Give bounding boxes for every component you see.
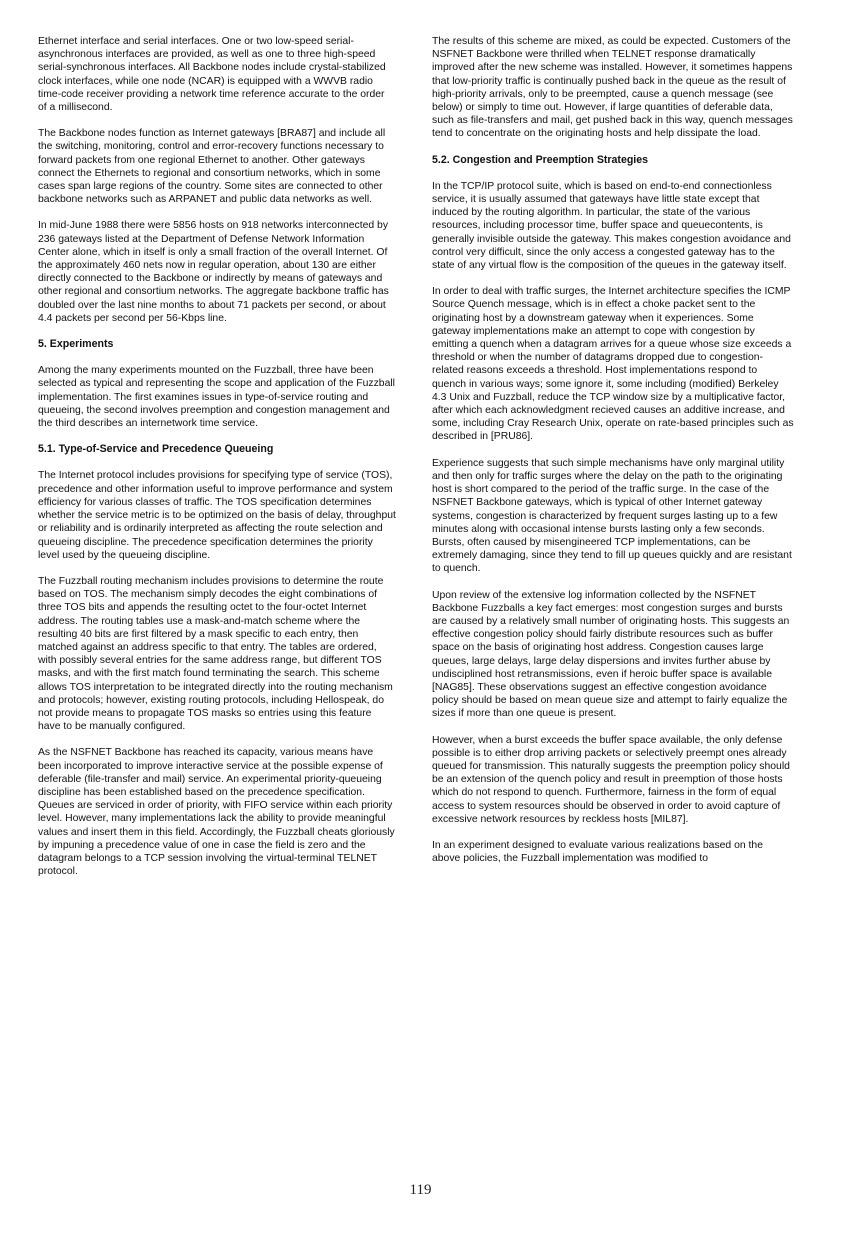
paragraph-experiments-intro: Among the many experiments mounted on the Fuzzball, three have been selected as typical and representing the scope and application of the Fuzzball implementation. The first examines issues in type-of-service routing and queueing, the second involves preemption and congestion management and the third describes an internetwork time service.	[38, 365, 395, 430]
subsection-heading-tos-queueing: 5.1. Type-of-Service and Precedence Queueing	[38, 443, 274, 456]
page-number: 119	[409, 1182, 432, 1198]
paragraph-backbone-interfaces: Ethernet interface and serial interfaces. One or two low-speed serial-asynchronous interfaces are provided, as well as one to three high-speed serial-synchronous interfaces. All Backbone nodes include crystal-stabilized clock interfaces, while one node (NCAR) is equipped with a WWVB radio time-code receiver providing a network time reference accurate to the order of a millisecond.	[38, 36, 386, 114]
paragraph-tos-routing: The Fuzzball routing mechanism includes provisions to determine the route based on TOS. The mechanism simply decodes the eight combinations of three TOS bits and appends the resulting octet to the four-octet Internet address. The routing tables use a mask-and-match scheme where the resulting 40 bits are first filtered by a mask specific to each entry, then matched against an address specific to that entry. The tables are ordered, with possibly several entries for the same address range, but different TOS masks, and with the first match found terminating the search. This scheme allows TOS interpretation to be integrated directly into the routing mechanism and protocols; however, existing routing protocols, including Hellospeak, do not provide means to propagate TOS masks so entries using this feature have to be manually configured.	[38, 575, 393, 733]
paragraph-host-statistics: In mid-June 1988 there were 5856 hosts on 918 networks interconnected by 236 gateways listed at the Department of Defense Network Information Center alone, which in itself is only a small fraction of the overall Internet. Of the approximately 460 nets now in regular operation, about 130 are either directly connected to the Backbone or indirectly by means of gateways and other regional and consortium networks. The aggregate backbone traffic has doubled over the last nine months to about 71 packets per second, or about 4.4 packets per second per 56-Kbps line.	[38, 220, 389, 324]
paragraph-preemption-policy: However, when a burst exceeds the buffer space available, the only defense possible is to either drop arriving packets or selectively preempt ones already queued for transmission. This naturally suggests the preemption policy should be an extension of the quench policy and result in preemption of those hosts which do not respond to quench. Furthermore, fairness in the form of equal access to system resources should be observed in order to avoid capture of excessive network resources by reckless hosts [MIL87].	[432, 734, 790, 825]
paragraph-priority-queueing: As the NSFNET Backbone has reached its capacity, various means have been incorporated to improve interactive service at the possible expense of deferable (file-transfer and mail) service. An experimental priority-queueing discipline has been established based on the precedence specification. Queues are serviced in order of priority, with FIFO service within each priority level. However, many implementations lack the ability to provide meaningful values and insert them in this field. Accordingly, the Fuzzball cheats gloriously by impuning a precedence value of one in case the field is zero and the datagram belongs to a TCP session involving the virtual-terminal TELNET protocol.	[38, 747, 395, 878]
paragraph-log-review: Upon review of the extensive log information collected by the NSFNET Backbone Fuzzballs a key fact emerges: most congestion surges and bursts are caused by a relatively small number of originating hosts. This suggests an effective congestion policy should fairly distribute resources such as buffer space on the basis of originating host address. Congestion causes large queues, large delays, large delay dispersions and invites further abuse by undisciplined host retransmissions, even if heroic buffer space is available [NAG85]. These observations suggest an effective congestion avoidance policy should be based on mean queue size and attempt to fairly equalize the sizes if more than one queue is present.	[432, 589, 790, 720]
paragraph-backbone-gateways: The Backbone nodes function as Internet gateways [BRA87] and include all the switching, monitoring, control and error-recovery functions necessary to forward packets from one regional Ethernet to another. Other gateways connect the Ethernets to regional and consortium networks, which in some cases span large regions of the country. Some sites are connected to other backbone networks such as ARPANET and public data networks as well.	[38, 128, 386, 206]
paragraph-tos-provisions: The Internet protocol includes provisions for specifying type of service (TOS), precedence and other information useful to improve performance and system efficiency for various classes of traffic. The TOS specification determines whether the service metric is to be optimized on the basis of delay, throughput or reliability and is ordinarily interpreted as affecting the route selection and queueing discipline. The precedence specification determines the priority level used by the queueing discipline.	[38, 470, 396, 561]
paragraph-source-quench: In order to deal with traffic surges, the Internet architecture specifies the ICMP Source Quench message, which is in effect a choke packet sent to the originating host by a downstream gateway when it experiences. Some gateway implementations make an attempt to cope with congestion by emitting a quench when a datagram arrives for a queue whose size exceeds a threshold or when the number of datagrams dropped due to congestion-related reasons exceeds a threshold. Host implementations respond to quench in various ways; some ignore it, some including (modified) Berkeley 4.3 Unix and Fuzzball, reduce the TCP window size by a multiplicative factor, after which each acknowledgment recieved causes an additive increase, and some, including Cray Research Unix, operate on rate-based principles such as described in [PRU86].	[432, 286, 794, 443]
paragraph-traffic-surges: Experience suggests that such simple mechanisms have only marginal utility and then only for traffic surges where the delay on the path to the originating host is short compared to the period of the traffic surge. In the case of the NSFNET Backbone gateways, which is typical of other Internet gateway systems, congestion is characterized by frequent surges lasting up to a few minutes along with occasional intense bursts lasting only a few seconds. Bursts, often caused by misengineered TCP implementations, can be extremely damaging, since they tend to fill up queues quickly and are resistant to quench.	[432, 457, 792, 575]
section-heading-experiments: 5. Experiments	[38, 338, 114, 351]
left-column	[38, 35, 396, 891]
paragraph-tcpip-state: In the TCP/IP protocol suite, which is based on end-to-end connectionless service, it is usually assumed that gateways have little state except that induced by the routing algorithm. In particular, the state of the various resources, including processor time, buffer space and queuecontents, is generally invisible outside the gateway. This makes congestion avoidance and control very difficult, since the only access a congested gateway has to the state of any virtual flow is the composition of the queues in the gateway itself.	[432, 180, 791, 272]
right-column	[432, 35, 794, 878]
paragraph-experiment-intro: In an experiment designed to evaluate various realizations based on the above policies, the Fuzzball implementation was modified to	[432, 839, 763, 865]
subsection-heading-congestion: 5.2. Congestion and Preemption Strategies	[432, 153, 649, 166]
paragraph-scheme-results: The results of this scheme are mixed, as could be expected. Customers of the NSFNET Backbone were thrilled when TELNET response dramatically improved after the new scheme was installed. However, it sometimes happens that low-priority traffic is continually pushed back in the queue as the result of high-priority arrivals, only to be preempted, cause a quench message (see below) or simply to time out. However, if large quantities of deferable data, such as file-transfers and mail, get pushed back in this way, quench messages tend to concentrate on the originating hosts and help dissipate the load.	[432, 36, 793, 140]
